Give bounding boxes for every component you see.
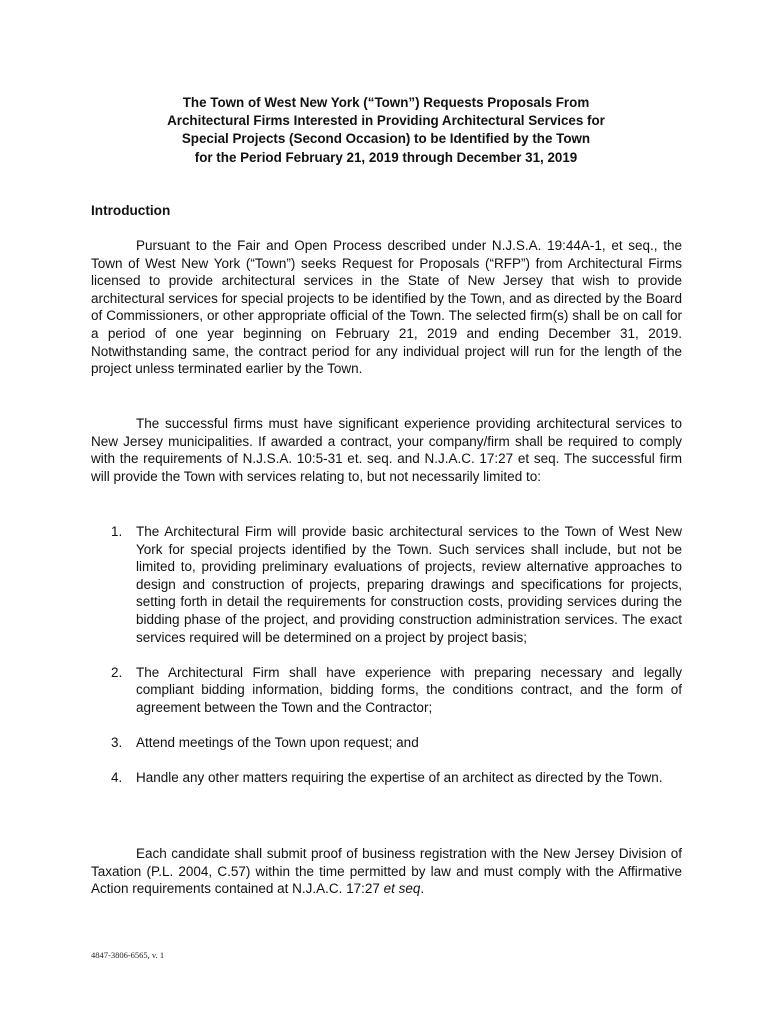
list-item-number: 2. xyxy=(111,664,123,680)
list-item-number: 1. xyxy=(111,524,123,539)
list-item-text: Handle any other matters requiring the expertise of an architect as directed by the Town. xyxy=(136,770,663,786)
introduction-heading: Introduction xyxy=(91,203,171,218)
list-item xyxy=(91,664,682,717)
document-footer-id: 4847-3806-6565, v. 1 xyxy=(91,950,165,960)
list-item-text: Attend meetings of the Town upon request; and xyxy=(136,735,419,751)
document-title xyxy=(90,94,682,167)
title-line-4: for the Period February 21, 2019 through December 31, 2019 xyxy=(194,149,578,165)
paragraph-fair-open-process: Pursuant to the Fair and Open Process described under N.J.S.A. 19:44A-1, et seq., the Town of West New York (“Town”) seeks Request for Proposals (“RFP”) from Architectural Firms licensed to provide architectural services in the State of New Jersey that wish to provide architectural services for special projects to be identified by the Town, and as directed by the Board of Commissioners, or other appropriate official of the Town. The selected firm(s) shall be on call for a period of one year beginning on February 21, 2019 and ending December 31, 2019. Notwithstanding same, the contract period for any individual project will run for the length of the project unless terminated earlier by the Town. xyxy=(91,238,682,377)
title-line-2: Architectural Firms Interested in Providing Architectural Services for xyxy=(167,113,605,129)
registration-text: Each candidate shall submit proof of business registration with the New Jersey Division of Taxation (P.L. 2004, C.57) within the time permitted by law and must comply with the Affirmative Action requirements contained at N.J.A.C. 17:27 xyxy=(91,846,682,897)
list-item xyxy=(91,769,682,787)
registration-italic-text: et seq xyxy=(383,881,421,897)
paragraph-successful-firms: The successful firms must have significant experience providing architectural services to New Jersey municipalities. If awarded a contract, your company/firm shall be required to comply with the requirements of N.J.S.A. 10:5-31 et. seq. and N.J.A.C. 17:27 et seq. The successful firm will provide the Town with services relating to, but not necessarily limited to: xyxy=(91,416,682,484)
list-item-text: The Architectural Firm will provide basic architectural services to the Town of West New York for special projects identified by the Town. Such services shall include, but not be limited to, providing preliminary evaluations of projects, review alternative approaches to design and construction of projects, preparing drawings and specifications for projects, setting forth in detail the requirements for construction costs, providing services during the bidding phase of the project, and providing construction administration services. The exact services required will be determined on a project by project basis; xyxy=(136,524,682,645)
list-item xyxy=(91,734,682,752)
title-line-3: Special Projects (Second Occasion) to be Identified by the Town xyxy=(181,131,591,147)
registration-period: . xyxy=(420,881,425,897)
services-list xyxy=(91,523,682,805)
list-item-number: 3. xyxy=(111,735,123,751)
list-item xyxy=(91,523,682,646)
title-line-1: The Town of West New York (“Town”) Requests Proposals From xyxy=(182,95,590,110)
list-item-text: The Architectural Firm shall have experience with preparing necessary and legally compliant bidding information, bidding forms, the conditions contract, and the form of agreement between the Town and the Contractor; xyxy=(136,664,682,715)
list-item-number: 4. xyxy=(111,770,123,786)
paragraph-business-registration xyxy=(91,845,682,898)
